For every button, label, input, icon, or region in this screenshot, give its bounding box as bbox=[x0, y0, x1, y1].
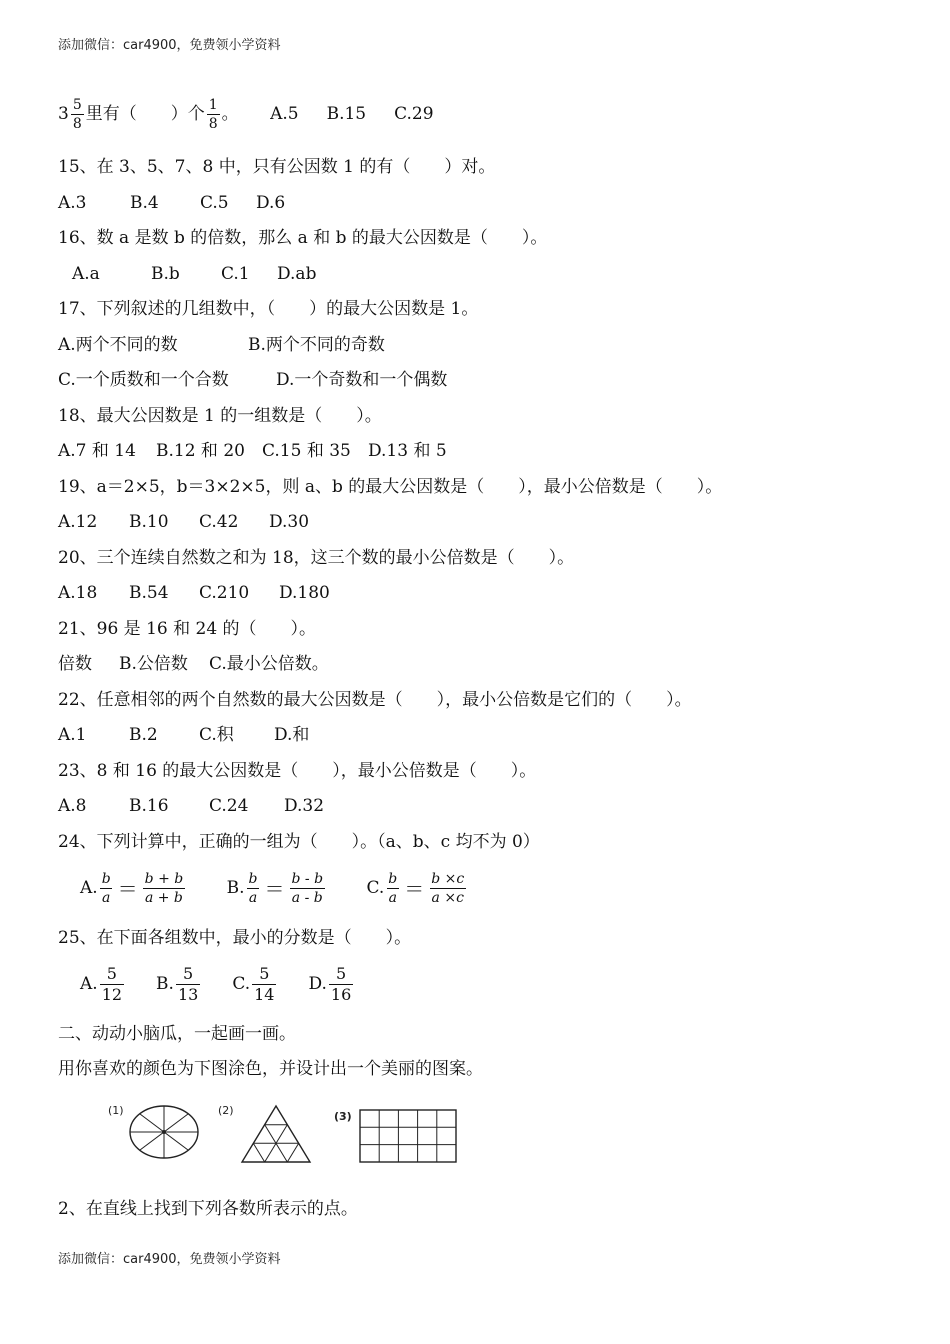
q25-b-num: 5 bbox=[183, 964, 194, 983]
q25-text: 25、在下面各组数中，最小的分数是（ ）。 bbox=[58, 928, 412, 948]
q24-c-right bbox=[429, 872, 466, 905]
q24-a-ln: b bbox=[101, 871, 111, 887]
figure-1-svg bbox=[106, 1100, 206, 1162]
q17-options-row2 bbox=[58, 369, 447, 391]
figure-3-label: (3) bbox=[334, 1110, 352, 1123]
q20-options bbox=[58, 582, 330, 604]
q19-options bbox=[58, 511, 309, 533]
q18-option-c[interactable]: C.15 和 35 bbox=[262, 441, 351, 461]
q15-text: 15、在 3、5、7、8 中，只有公因数 1 的有（ ）对。 bbox=[58, 157, 496, 177]
q16-option-c[interactable]: C.1 bbox=[221, 264, 250, 284]
q25-a-num: 5 bbox=[106, 964, 117, 983]
q24-a-label: A. bbox=[80, 878, 98, 898]
q22-option-d[interactable]: D.和 bbox=[274, 725, 310, 745]
q25-b-label: B. bbox=[156, 974, 174, 994]
q21-option-c[interactable]: C.最小公倍数。 bbox=[209, 654, 329, 674]
q17-text: 17、下列叙述的几组数中，（ ）的最大公因数是 1。 bbox=[58, 299, 479, 319]
q15-option-a[interactable]: A.3 bbox=[58, 193, 87, 213]
q24-b-right bbox=[290, 872, 326, 905]
q25-d-den: 16 bbox=[330, 985, 352, 1004]
q14-line bbox=[58, 98, 434, 131]
q25-b-den: 13 bbox=[177, 985, 199, 1004]
q14-fraction-1 bbox=[71, 98, 84, 131]
figure-2-label: (2) bbox=[218, 1104, 234, 1117]
q24-option-b[interactable] bbox=[227, 868, 327, 909]
q18-text: 18、最大公因数是 1 的一组数是（ ）。 bbox=[58, 406, 382, 426]
q24-b-rn: b - b bbox=[291, 871, 324, 887]
q24-options bbox=[80, 868, 468, 909]
q24-b-label: B. bbox=[226, 878, 245, 898]
q25-a-den: 12 bbox=[101, 985, 123, 1004]
q20-option-a[interactable]: A.18 bbox=[58, 583, 98, 603]
q2-text: 2、在直线上找到下列各数所表示的点。 bbox=[58, 1199, 358, 1219]
q17-options-row1 bbox=[58, 334, 385, 356]
q25-d-fraction bbox=[329, 966, 353, 1003]
q23-text: 23、8 和 16 的最大公因数是（ ），最小公倍数是（ ）。 bbox=[58, 761, 537, 781]
section2-title: 二、动动小脑瓜，一起画一画。 bbox=[58, 1024, 296, 1044]
q15-options bbox=[58, 192, 285, 214]
q24-c-left bbox=[386, 872, 399, 905]
page-header: 添加微信：car4900，免费领小学资料 bbox=[58, 38, 281, 53]
q24-b-rd: a - b bbox=[291, 890, 323, 906]
q16-option-d[interactable]: D.ab bbox=[277, 264, 317, 284]
q14-mid: 里有（ ）个 bbox=[85, 104, 205, 124]
q25-option-c[interactable] bbox=[232, 964, 278, 1004]
q18-option-d[interactable]: D.13 和 5 bbox=[368, 441, 447, 461]
q23-option-a[interactable]: A.8 bbox=[58, 796, 87, 816]
q17-option-c[interactable]: C.一个质数和一个合数 bbox=[58, 370, 229, 390]
q14-option-a[interactable]: A.5 bbox=[270, 104, 299, 124]
q24-b-ld: a bbox=[248, 890, 258, 906]
q14-fraction-2 bbox=[207, 98, 220, 131]
q23-options bbox=[58, 795, 324, 817]
figure-2-svg bbox=[216, 1100, 322, 1168]
q25-options bbox=[80, 964, 355, 1004]
q17-option-a[interactable]: A.两个不同的数 bbox=[58, 335, 178, 355]
q25-c-num: 5 bbox=[259, 964, 270, 983]
q14-end: 。 bbox=[221, 104, 239, 124]
q25-a-fraction bbox=[100, 966, 124, 1003]
q24-c-rd: a ×c bbox=[431, 890, 464, 906]
q25-option-d[interactable] bbox=[308, 964, 355, 1004]
q23-option-b[interactable]: B.16 bbox=[129, 796, 169, 816]
q19-option-a[interactable]: A.12 bbox=[58, 512, 98, 532]
figure-1-circle bbox=[106, 1100, 206, 1166]
q21-options bbox=[58, 653, 329, 675]
q20-option-c[interactable]: C.210 bbox=[199, 583, 250, 603]
q14-option-b[interactable]: B.15 bbox=[326, 104, 367, 124]
q16-text: 16、数 a 是数 b 的倍数，那么 a 和 b 的最大公因数是（ ）。 bbox=[58, 228, 548, 248]
q21-option-b[interactable]: B.公倍数 bbox=[119, 654, 188, 674]
q24-a-ld: a bbox=[101, 890, 111, 906]
q24-a-eq: ＝ bbox=[117, 876, 138, 901]
q14-option-c[interactable]: C.29 bbox=[394, 104, 434, 124]
q14-num2: 1 bbox=[208, 97, 218, 113]
q18-option-b[interactable]: B.12 和 20 bbox=[156, 441, 245, 461]
q24-a-right bbox=[143, 872, 186, 905]
q21-text: 21、96 是 16 和 24 的（ ）。 bbox=[58, 619, 317, 639]
q16-option-a[interactable]: A.a bbox=[72, 264, 100, 284]
q24-c-eq: ＝ bbox=[404, 876, 425, 901]
q22-option-b[interactable]: B.2 bbox=[129, 725, 158, 745]
figure-1-label: (1) bbox=[108, 1104, 124, 1117]
q24-c-ln: b bbox=[388, 871, 398, 887]
q17-option-d[interactable]: D.一个奇数和一个偶数 bbox=[276, 370, 448, 390]
q24-b-ln: b bbox=[248, 871, 258, 887]
q20-option-b[interactable]: B.54 bbox=[129, 583, 169, 603]
q14-den2: 8 bbox=[208, 116, 218, 132]
q20-option-d[interactable]: D.180 bbox=[279, 583, 330, 603]
q19-text: 19、a＝2×5，b＝3×2×5，则 a、b 的最大公因数是（ ），最小公倍数是（ ）。 bbox=[58, 477, 723, 497]
q24-a-rn: b + b bbox=[144, 871, 184, 887]
q25-d-label: D. bbox=[308, 974, 327, 994]
page-footer: 添加微信：car4900，免费领小学资料 bbox=[58, 1252, 281, 1267]
q14-whole: 3 bbox=[58, 104, 69, 124]
q24-c-rn: b ×c bbox=[431, 871, 465, 887]
q22-option-c[interactable]: C.积 bbox=[199, 725, 234, 745]
q22-text: 22、任意相邻的两个自然数的最大公因数是（ ），最小公倍数是它们的（ ）。 bbox=[58, 690, 692, 710]
q20-text: 20、三个连续自然数之和为 18，这三个数的最小公倍数是（ ）。 bbox=[58, 548, 575, 568]
q19-option-c[interactable]: C.42 bbox=[199, 512, 239, 532]
q19-option-d[interactable]: D.30 bbox=[269, 512, 310, 532]
q14-num1: 5 bbox=[72, 97, 82, 113]
q18-options bbox=[58, 440, 447, 462]
q25-b-fraction bbox=[176, 966, 200, 1003]
figure-2-triangle bbox=[216, 1100, 322, 1172]
q24-b-eq: ＝ bbox=[264, 876, 285, 901]
q22-options bbox=[58, 724, 309, 746]
q25-a-label: A. bbox=[80, 974, 98, 994]
q24-text: 24、下列计算中，正确的一组为（ ）。（a、b、c 均不为 0） bbox=[58, 832, 540, 852]
q22-option-a[interactable]: A.1 bbox=[58, 725, 87, 745]
q25-c-fraction bbox=[252, 966, 276, 1003]
q24-a-rd: a + b bbox=[144, 890, 183, 906]
q25-option-b[interactable] bbox=[156, 964, 202, 1004]
q23-option-c[interactable]: C.24 bbox=[209, 796, 249, 816]
q17-option-b[interactable]: B.两个不同的奇数 bbox=[248, 335, 385, 355]
q18-option-a[interactable]: A.7 和 14 bbox=[58, 441, 136, 461]
q15-option-d[interactable]: D.6 bbox=[256, 193, 286, 213]
q24-c-label: C. bbox=[366, 878, 385, 898]
q24-option-c[interactable] bbox=[366, 868, 468, 909]
q21-option-a[interactable]: 倍数 bbox=[58, 654, 92, 674]
q24-b-left bbox=[247, 872, 260, 905]
q24-a-left bbox=[100, 872, 113, 905]
q23-option-d[interactable]: D.32 bbox=[284, 796, 325, 816]
q24-option-a[interactable] bbox=[80, 868, 187, 909]
q19-option-b[interactable]: B.10 bbox=[129, 512, 169, 532]
q15-option-c[interactable]: C.5 bbox=[200, 193, 229, 213]
q16-option-b[interactable]: B.b bbox=[151, 264, 180, 284]
section2-instruction: 用你喜欢的颜色为下图涂色，并设计出一个美丽的图案。 bbox=[58, 1059, 483, 1079]
q25-d-num: 5 bbox=[336, 964, 347, 983]
q16-options bbox=[72, 263, 316, 285]
q14-den1: 8 bbox=[72, 116, 82, 132]
q25-c-den: 14 bbox=[254, 985, 275, 1004]
q24-c-ld: a bbox=[388, 890, 397, 906]
q25-option-a[interactable] bbox=[80, 964, 126, 1004]
figure-3-svg bbox=[332, 1100, 462, 1168]
q15-option-b[interactable]: B.4 bbox=[130, 193, 159, 213]
figure-3-grid bbox=[332, 1100, 462, 1172]
q25-c-label: C. bbox=[232, 974, 251, 994]
